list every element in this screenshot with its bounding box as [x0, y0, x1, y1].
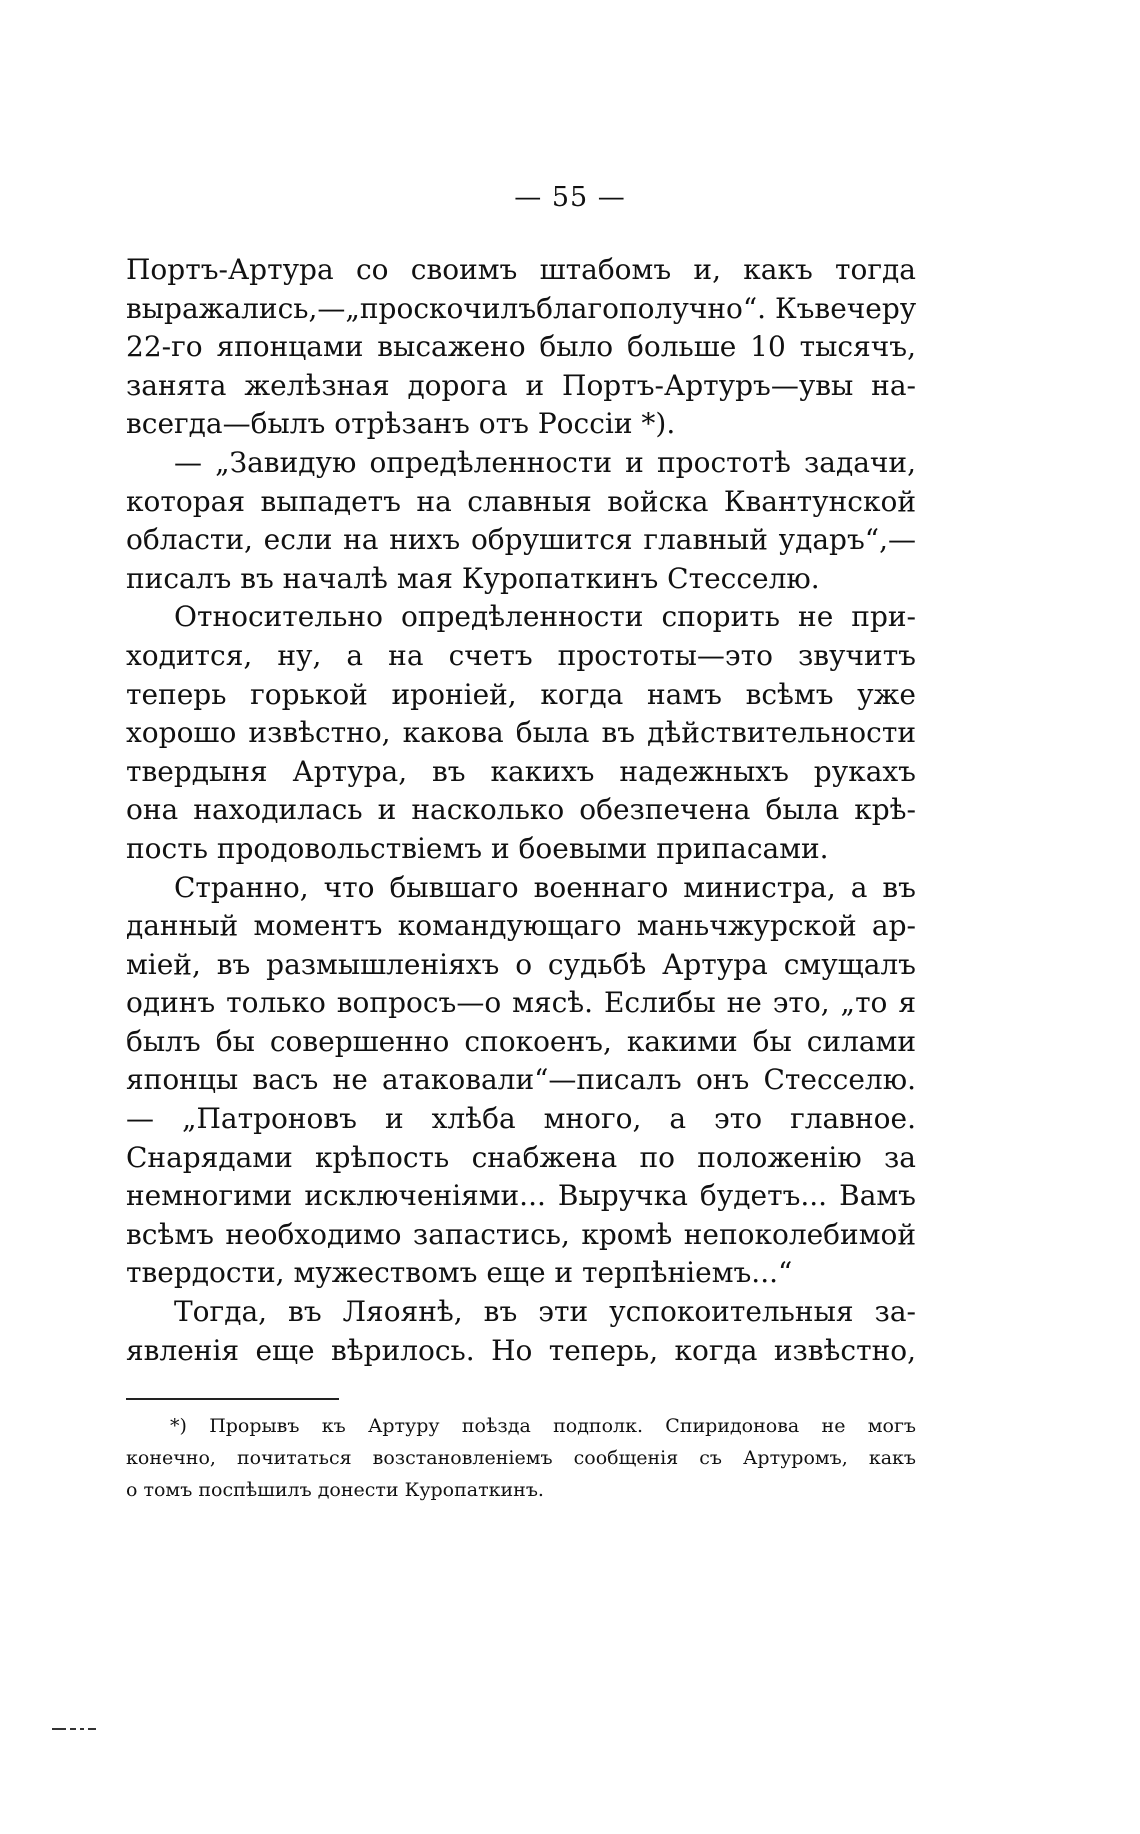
body-text	[126, 251, 916, 1370]
text-line: она находилась и насколько обезпечена была крѣ-	[126, 793, 916, 827]
text-line: — „Патроновъ и хлѣба много, а это главное.	[126, 1102, 916, 1136]
text-line: явленія еще вѣрилось. Но теперь, когда извѣстно,	[126, 1333, 916, 1367]
text-line: занята желѣзная дорога и Портъ-Артуръ—увы на-	[126, 368, 916, 402]
page-number: — 55 —	[514, 182, 626, 213]
text-line: всегда—былъ отрѣзанъ отъ Россіи *).	[126, 407, 676, 441]
text-line: которая выпадетъ на славныя войска Квантунской	[126, 484, 916, 518]
footnote-line: *) Прорывъ къ Артуру поѣзда подполк. Спиридонова не могъ	[170, 1415, 916, 1437]
text-line: японцы васъ не атаковали“—писалъ онъ Стесселю.	[126, 1063, 916, 1097]
text-line: Странно, что бывшаго военнаго министра, а въ	[174, 870, 916, 904]
text-line: всѣмъ необходимо запастись, кромѣ непоколебимой	[126, 1217, 916, 1251]
footnote-divider	[126, 1398, 339, 1400]
text-line: ходится, ну, а на счетъ простоты—это звучитъ	[126, 638, 916, 672]
text-line: выражались,—„проскочилъблагополучно“. Къвечеру	[126, 291, 917, 325]
text-line: — „Завидую опредѣленности и простотѣ задачи,	[174, 445, 916, 479]
text-line: твердости, мужествомъ еще и терпѣніемъ...“	[126, 1256, 793, 1290]
footnote	[126, 1410, 916, 1506]
text-line: Тогда, въ Ляоянѣ, въ эти успокоительныя за-	[174, 1295, 916, 1329]
text-line: Относительно опредѣленности спорить не при-	[174, 600, 916, 634]
text-line: пость продовольствіемъ и боевыми припасами.	[126, 831, 829, 865]
text-line: немногими исключеніями... Выручка будетъ... Вамъ	[126, 1179, 916, 1213]
text-line: теперь горькой ироніей, когда намъ всѣмъ уже	[126, 677, 916, 711]
text-line: 22-го японцами высажено было больше 10 тысячъ,	[126, 330, 916, 364]
text-line: былъ бы совершенно спокоенъ, какими бы силами	[126, 1024, 916, 1058]
text-line: міей, въ размышленіяхъ о судьбѣ Артура смущалъ	[126, 947, 916, 981]
scan-artifact	[52, 1728, 102, 1732]
footnote-line: о томъ поспѣшилъ донести Куропаткинъ.	[126, 1479, 544, 1501]
text-line: твердыня Артура, въ какихъ надежныхъ рукахъ	[126, 754, 916, 788]
text-line: Портъ-Артура со своимъ штабомъ и, какъ тогда	[126, 253, 916, 286]
text-line: писалъ въ началѣ мая Куропаткинъ Стесселю.	[126, 561, 820, 595]
text-line: области, если на нихъ обрушится главный ударъ“,—	[126, 523, 916, 557]
text-line: Снарядами крѣпость снабжена по положенію за	[126, 1140, 916, 1174]
text-line: хорошо извѣстно, какова была въ дѣйствительности	[126, 716, 916, 750]
text-line: одинъ только вопросъ—о мясѣ. Еслибы не это, „то я	[126, 986, 916, 1020]
footnote-line: конечно, почитаться возстановленіемъ сообщенія съ Артуромъ, какъ	[126, 1447, 916, 1469]
text-line: данный моментъ командующаго маньчжурской ар-	[126, 909, 916, 943]
